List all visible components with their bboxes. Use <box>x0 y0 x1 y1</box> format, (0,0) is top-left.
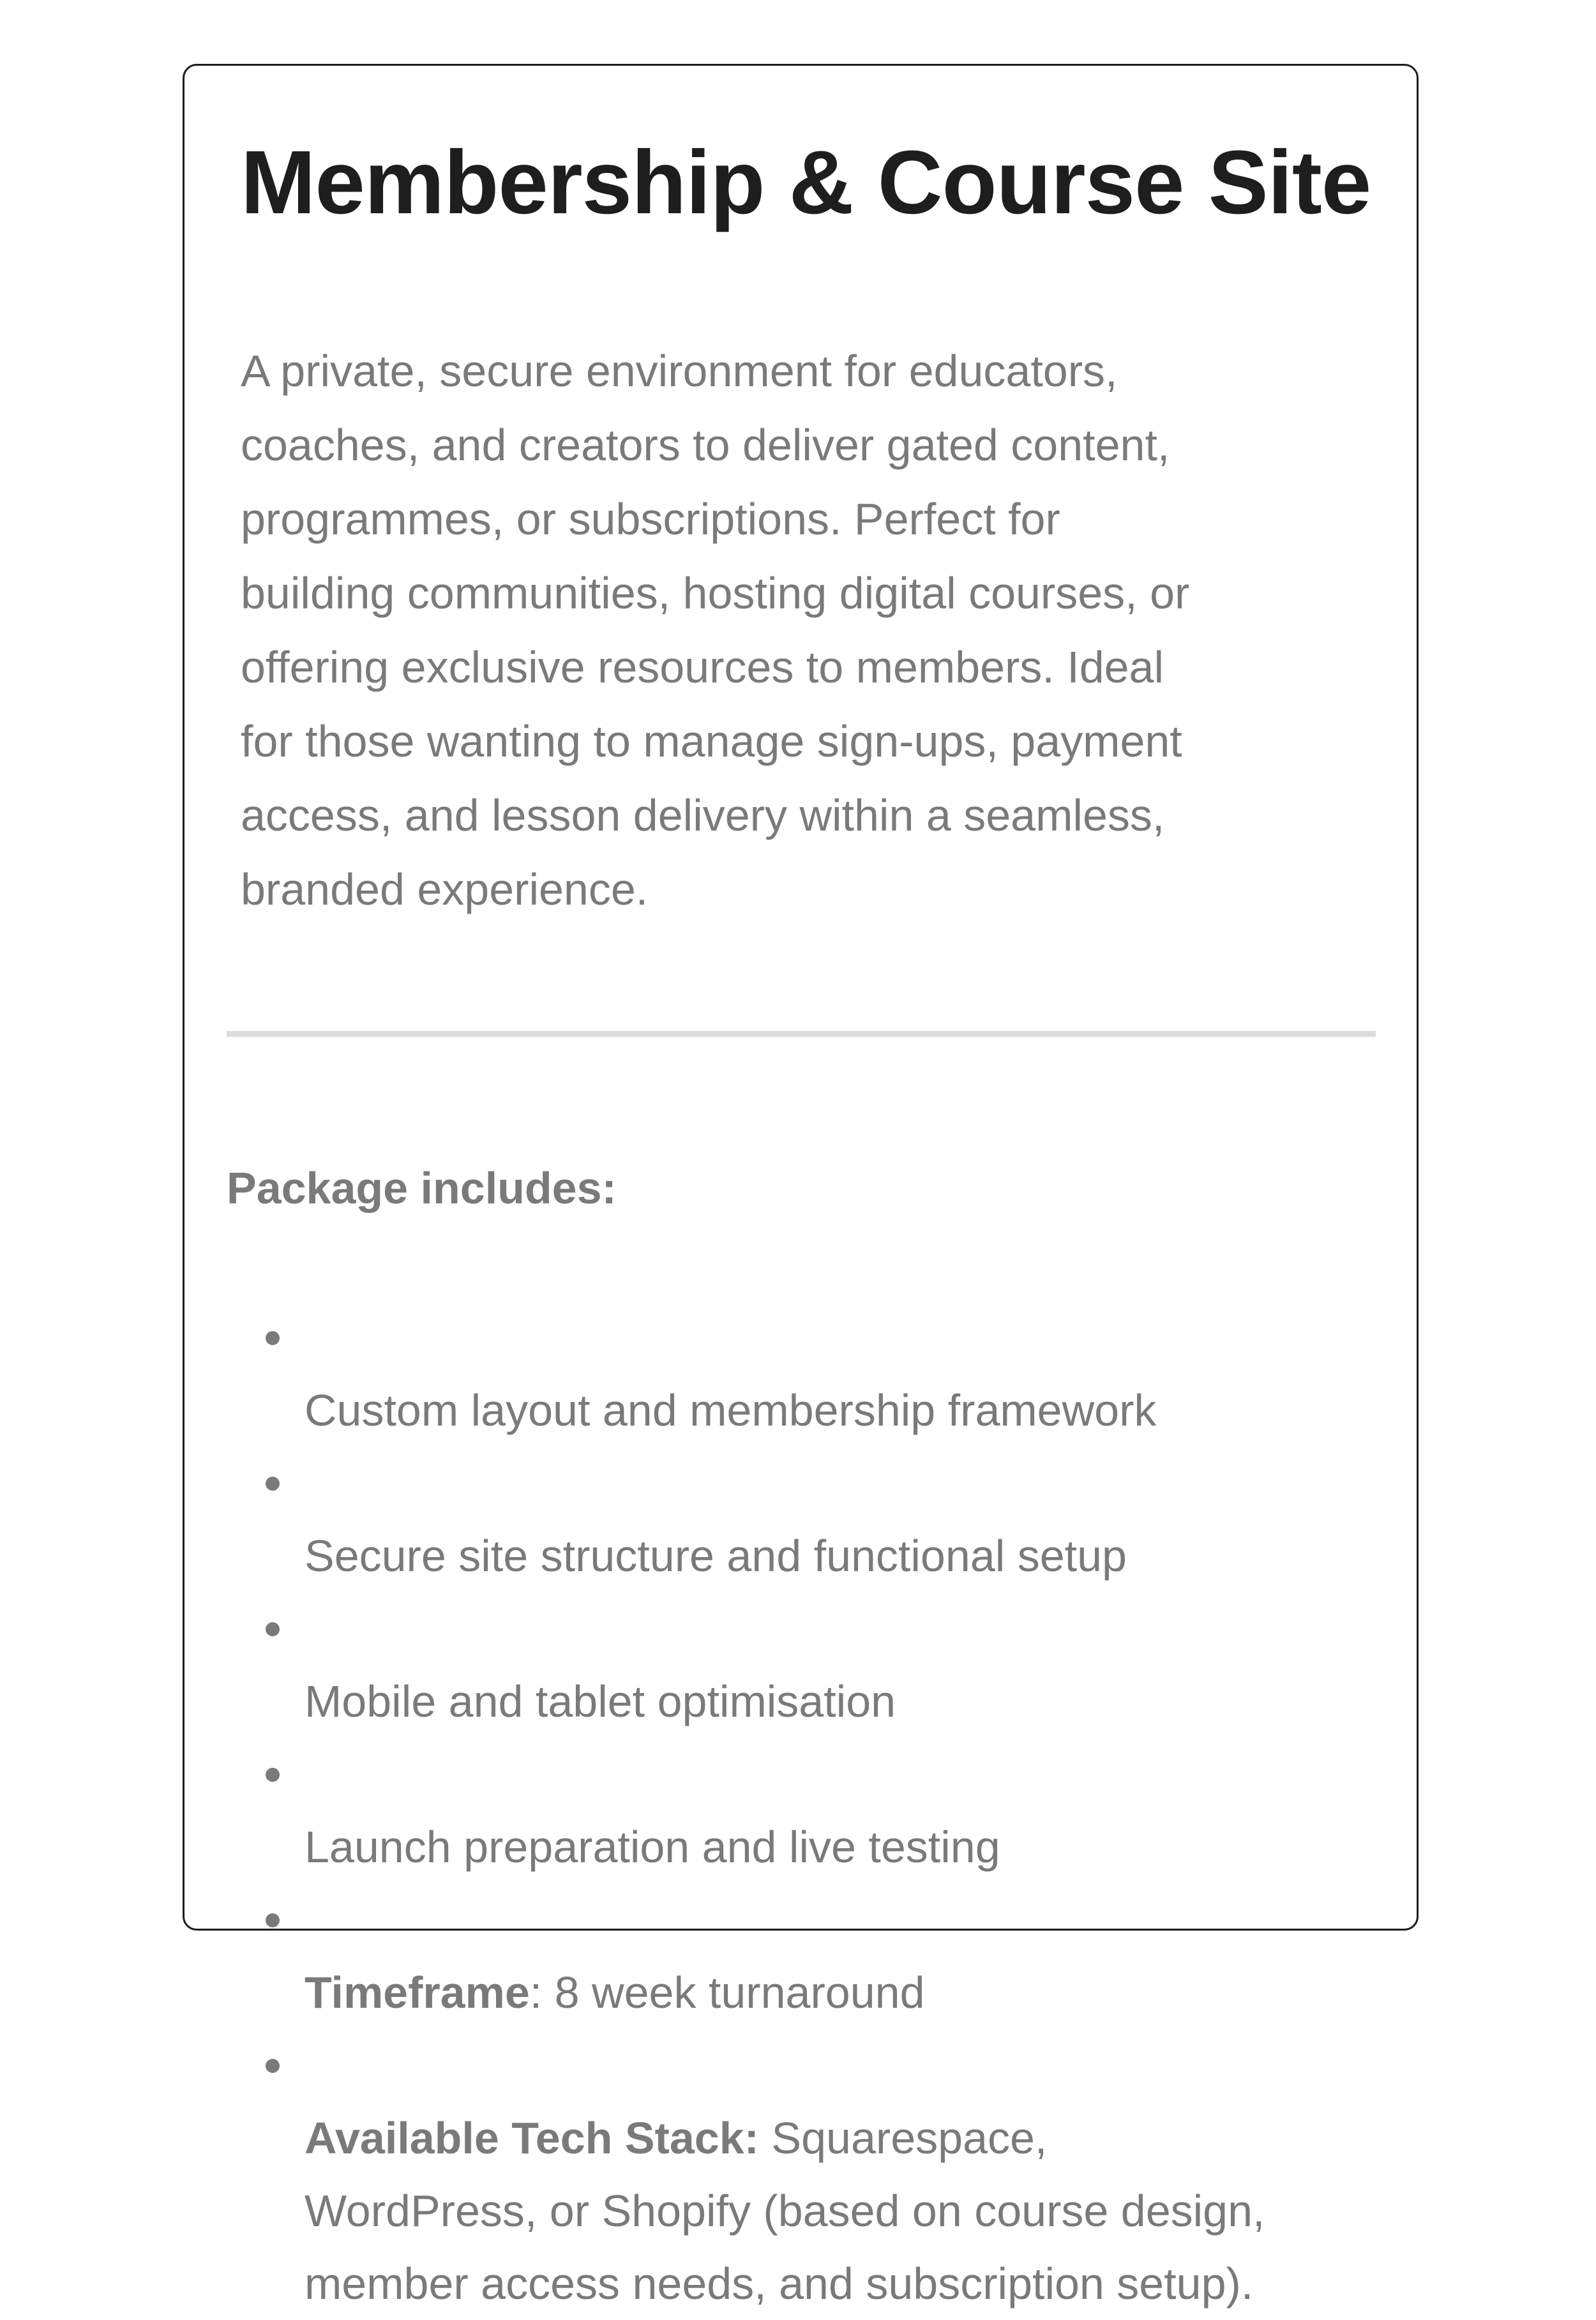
feature-text: Mobile and tablet optimisation <box>305 1676 896 1726</box>
bullet-icon <box>266 1768 280 1782</box>
feature-text: Secure site structure and functional setup <box>305 1531 1127 1581</box>
feature-text: Launch preparation and live testing <box>305 1822 1000 1872</box>
feature-item-mobile <box>184 1592 1420 1738</box>
bullet-icon <box>266 2059 280 2073</box>
features-list <box>184 1301 1420 2320</box>
feature-text: Custom layout and membership framework <box>305 1385 1157 1435</box>
feature-label: Available Tech Stack: <box>305 2113 759 2163</box>
bullet-icon <box>266 1331 280 1345</box>
feature-label: Timeframe <box>305 1968 530 2017</box>
package-card <box>183 64 1419 2309</box>
bullet-icon <box>266 1622 280 1636</box>
feature-item-timeframe <box>184 1883 1420 2029</box>
includes-heading: Package includes: <box>227 1163 617 1213</box>
feature-item-launch <box>184 1738 1420 1883</box>
feature-text: Squarespace, WordPress, or Shopify (based on course design, member access needs, and subscription setup). <box>305 2113 1265 2309</box>
feature-item-security <box>184 1447 1420 1592</box>
feature-item-layout <box>184 1301 1420 1447</box>
feature-item-tech-stack <box>184 2029 1420 2320</box>
bullet-icon <box>266 1913 280 1927</box>
package-description: A private, secure environment for educators, coaches, and creators to deliver gated content, programmes, or subscriptions. Perfect for building communities, hosting digital courses, or offering exclusive resources to members. Ideal for those wanting to manage sign-ups, payment access, and lesson delivery within a seamless, branded experience. <box>241 346 1190 914</box>
bullet-icon <box>266 1477 280 1491</box>
package-title: Membership & Course Site <box>241 132 1371 232</box>
feature-text: : 8 week turnaround <box>529 1968 925 2017</box>
section-divider <box>227 1031 1376 1037</box>
